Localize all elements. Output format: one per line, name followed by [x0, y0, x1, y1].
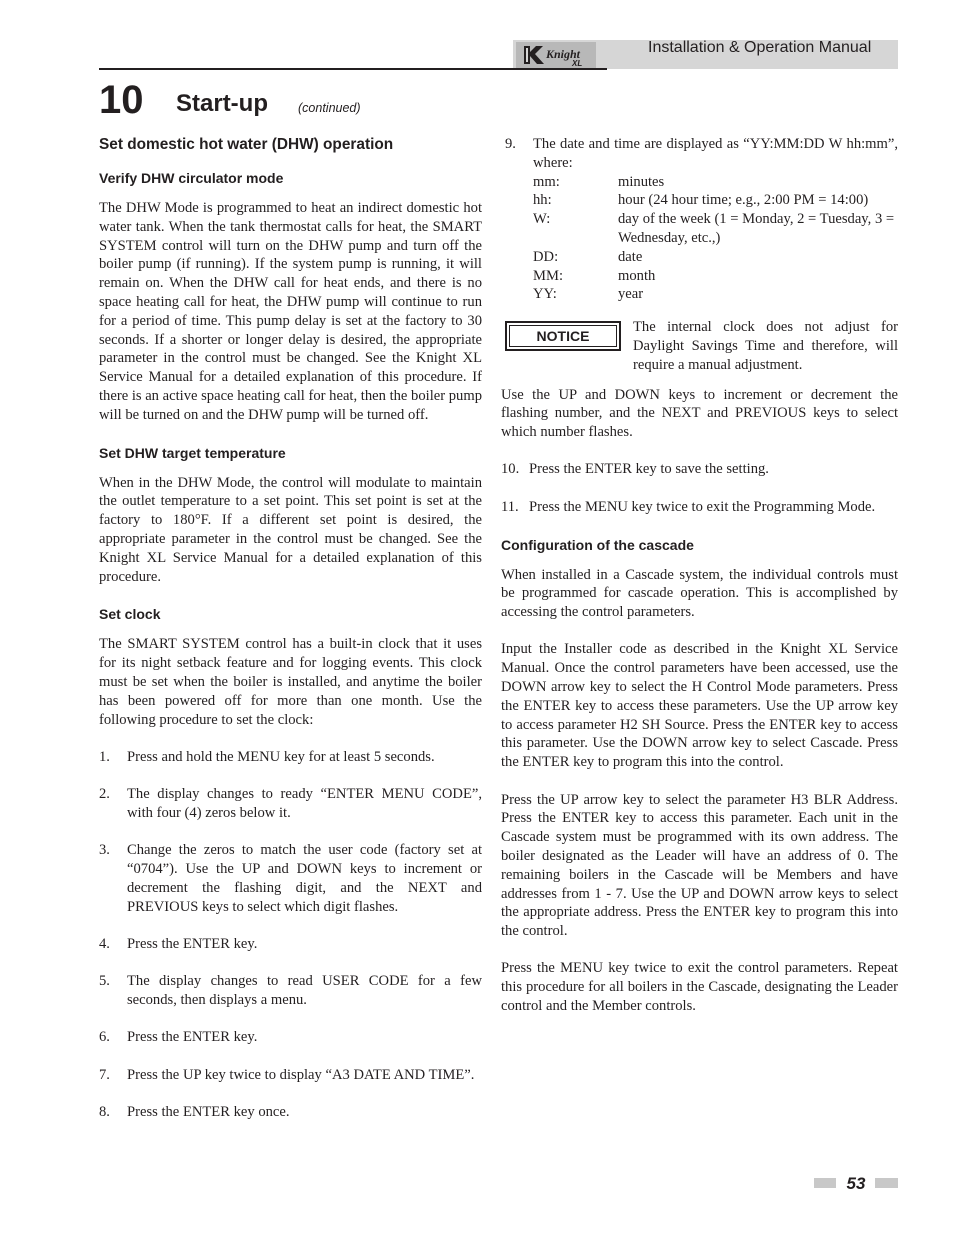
clock-steps-final	[501, 460, 898, 516]
step-text: Press the ENTER key once.	[127, 1103, 290, 1120]
logo-subtext: XL	[572, 59, 583, 68]
definition-value: year	[618, 286, 644, 303]
section-title: Start-up	[176, 90, 268, 117]
definition-key: mm:	[533, 173, 560, 190]
definition-row	[533, 173, 898, 192]
notice	[501, 318, 898, 374]
footer-bar-right	[875, 1178, 898, 1188]
definition-row	[533, 285, 898, 304]
step-text: Press the ENTER key.	[127, 935, 258, 952]
list-item	[99, 935, 482, 954]
definition-key: hh:	[533, 192, 552, 209]
step-text: Press the MENU key twice to exit the Programming Mode.	[529, 498, 876, 515]
list-item	[99, 1028, 482, 1047]
step-text: The display changes to read USER CODE for a few seconds, then displays a menu.	[127, 973, 482, 1008]
date-format-definitions	[533, 173, 898, 305]
step-number: 5.	[99, 973, 110, 990]
step-number: 6.	[99, 1029, 110, 1046]
updown-keys-text: Use the UP and DOWN keys to increment or decrement the flashing number, and the NEXT and PREVIOUS keys to select which number flashes.	[501, 386, 898, 441]
step-text: Press and hold the MENU key for at least 5 seconds.	[127, 748, 435, 765]
clock-steps	[99, 748, 482, 1122]
step-text: The date and time are displayed as “YY:MM:DD W hh:mm”, where:	[533, 136, 898, 171]
definition-key: MM:	[533, 267, 564, 284]
step-number: 8.	[99, 1103, 110, 1120]
list-item	[501, 498, 898, 517]
definition-value: day of the week (1 = Monday, 2 = Tuesday, 3 = Wednesday, etc.,)	[618, 211, 895, 246]
set-clock-text: The SMART SYSTEM control has a built-in clock that it uses for its night setback feature and for logging events. This clock must be set when the boiler is installed, and anytime the boiler has been powered off for more than one month. Use the following procedure to set the clock:	[99, 636, 482, 728]
step-number: 9.	[505, 136, 516, 152]
definition-value: minutes	[618, 173, 665, 190]
list-item	[99, 972, 482, 1010]
definition-key: YY:	[533, 286, 557, 303]
step-text: Press the ENTER key to save the setting.	[529, 461, 769, 478]
cascade-paragraph: Press the UP arrow key to select the parameter H3 BLR Address. Press the ENTER key to access this parameter. Each unit in the Cascade system must be programmed with its own address. The boiler designated as the Leader will have an address of 0. The remaining boilers in the Cascade will be Members and have addresses from 1 - 7. Use the UP and DOWN arrow keys to select the appropriate address. Press the ENTER key to program this into the control.	[501, 791, 898, 940]
step-number: 7.	[99, 1066, 110, 1083]
list-item	[501, 460, 898, 479]
cascade-paragraph: When installed in a Cascade system, the individual controls must be programmed for cascade operation. This is accomplished by accessing the control parameters.	[501, 566, 898, 621]
target-temp-heading: Set DHW target temperature	[99, 444, 286, 461]
manual-title: Installation & Operation Manual	[648, 39, 872, 56]
list-item	[99, 1103, 482, 1122]
definition-row	[533, 248, 898, 267]
list-item	[99, 748, 482, 767]
header-rule	[99, 68, 607, 70]
step-number: 4.	[99, 935, 110, 952]
notice-label: NOTICE	[536, 328, 590, 345]
definition-key: DD:	[533, 248, 559, 265]
right-column	[501, 135, 898, 1016]
list-item	[99, 785, 482, 823]
definition-row	[533, 267, 898, 286]
page-number: 53	[846, 1174, 866, 1193]
circulator-text: The DHW Mode is programmed to heat an indirect domestic hot water tank. When the tank thermostat calls for heat, the SMART SYSTEM control will turn on the DHW pump and turn off the boiler pump (if running). If the system pump is running, it will remain on. When the DHW call for heat ends, and there is no space heating call for heat, the DHW pump will continue to run for a period of time. This pump delay is set at the factory to 30 seconds. If a shorter or longer delay is desired, the appropriate parameter in the control must be changed. See the Knight XL Service Manual for a detailed explanation of this procedure. If there is an active space heating call for heat, then the boiler pump will be turned on and the DHW pump will be turned off.	[99, 200, 482, 423]
step-number: 10.	[501, 461, 520, 478]
step-number: 2.	[99, 786, 110, 803]
step-text: Press the ENTER key.	[127, 1029, 258, 1046]
notice-box	[505, 321, 621, 351]
definition-value: month	[618, 267, 656, 284]
list-item	[99, 841, 482, 916]
definition-row	[533, 210, 898, 248]
dhw-heading: Set domestic hot water (DHW) operation	[99, 136, 394, 153]
list-item	[99, 1066, 482, 1085]
definition-key: W:	[533, 211, 551, 228]
step-number: 1.	[99, 748, 110, 765]
circulator-heading: Verify DHW circulator mode	[99, 170, 284, 186]
cascade-paragraph: Press the MENU key twice to exit the control parameters. Repeat this procedure for all boilers in the Cascade, designating the Leader control and the Member controls.	[501, 960, 898, 1014]
left-column	[99, 135, 482, 1122]
target-temp-text: When in the DHW Mode, the control will modulate to maintain the outlet temperature to a set point. This set point is set at the factory to 180°F. If a different set point is desired, the appropriate parameter in the control must be changed. See the Knight XL Service Manual for a detailed explanation of this procedure.	[99, 474, 482, 585]
step-number: 11.	[501, 498, 519, 515]
cascade-paragraph: Input the Installer code as described in the Knight XL Service Manual. Once the control parameters have been accessed, use the DOWN arrow key to select the H Control Mode parameters. Press the ENTER key to access these parameters. Use the UP arrow key to access parameter H2 SH Source. Press the ENTER key to access this parameter. Use the DOWN arrow key to select Cascade. Press the ENTER key to program this into the control.	[501, 641, 898, 771]
knight-xl-logo	[516, 42, 596, 68]
step-text: Change the zeros to match the user code (factory set at “0704”). Use the UP and DOWN keys to increment or decrement the flashing digit, and the NEXT and PREVIOUS keys to select which digit flashes.	[127, 842, 482, 915]
set-clock-heading: Set clock	[99, 606, 161, 623]
step-number: 3.	[99, 842, 110, 859]
definition-value: hour (24 hour time; e.g., 2:00 PM = 14:00)	[618, 192, 869, 209]
cascade-heading: Configuration of the cascade	[501, 536, 694, 553]
list-item	[501, 135, 898, 173]
logo-text: Knight	[546, 47, 581, 61]
footer-bar-left	[814, 1178, 836, 1188]
section-continued: (continued)	[298, 101, 361, 115]
step-text: Press the UP key twice to display “A3 DATE AND TIME”.	[127, 1066, 475, 1083]
section-number: 10	[99, 78, 144, 122]
definition-row	[533, 191, 898, 210]
clock-steps-continued	[501, 135, 898, 173]
definition-value: date	[618, 248, 643, 265]
step-text: The display changes to ready “ENTER MENU CODE”, with four (4) zeros below it.	[127, 786, 482, 821]
notice-text: The internal clock does not adjust for Daylight Savings Time and therefore, will require a manual adjustment.	[633, 319, 898, 373]
